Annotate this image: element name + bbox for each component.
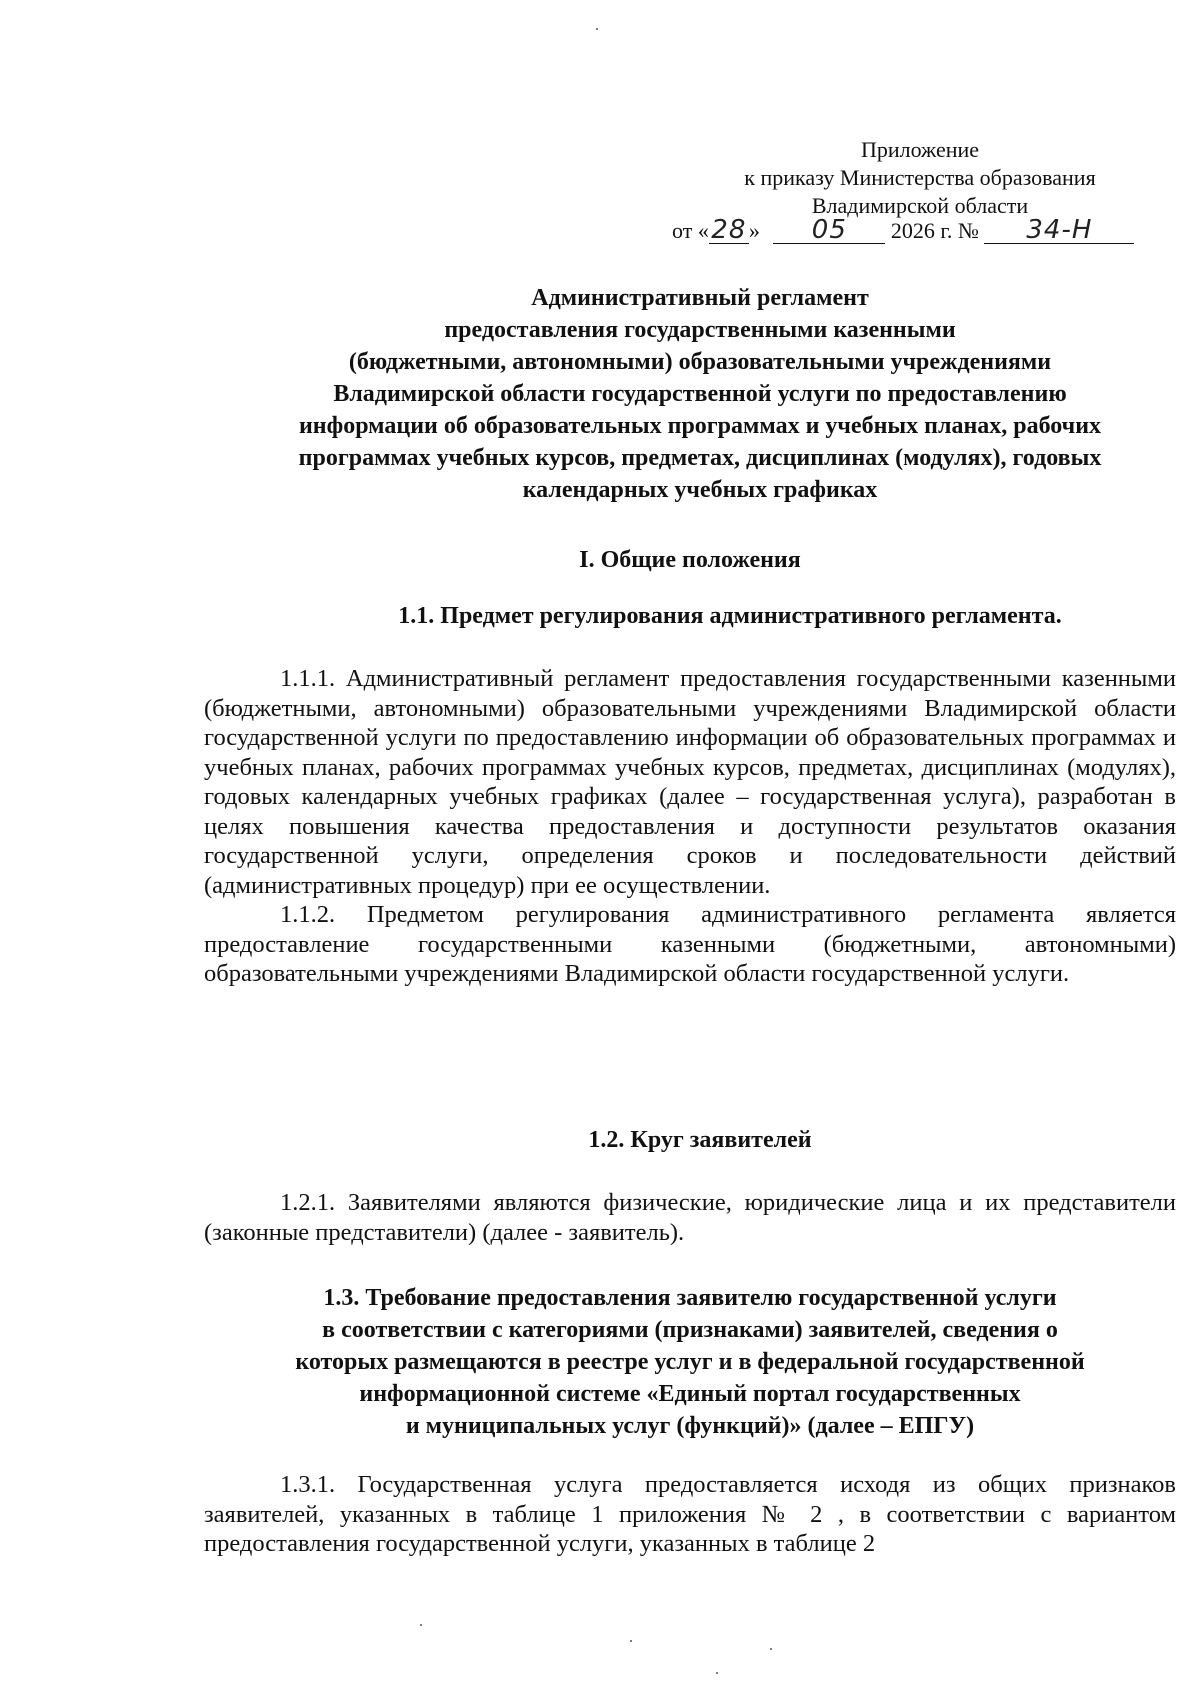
region-name: Владимирской области xyxy=(811,193,1029,218)
month-handwritten: 05 xyxy=(811,215,847,245)
heading-line: информационной системе «Единый портал государственных xyxy=(359,1381,1021,1407)
date-prefix: от « xyxy=(672,218,709,243)
document-title xyxy=(210,282,1190,506)
number-field xyxy=(984,215,1134,245)
scan-speck xyxy=(770,1648,772,1650)
section-heading: I. Общие положения xyxy=(579,547,801,573)
title-line: Административный регламент xyxy=(531,285,869,311)
title-line: Владимирской области государственной услуги по предоставлению xyxy=(333,381,1067,407)
paragraphs-1-1 xyxy=(204,664,1176,989)
scan-speck xyxy=(630,1640,632,1642)
day-field xyxy=(709,215,749,245)
order-reference: к приказу Министерства образования xyxy=(744,165,1096,190)
paragraph-1-1-1: 1.1.1. Административный регламент предоставления государственными казенными (бюджетными, автономными) образовательными учреждениями Владимирской области государственной услуги по предоставлению информации об образовательных программах и учебных планах, рабочих программах учебных курсов, предметах, дисциплинах (модулях), годовых календарных учебных графиках (далее – государственная услуга), разработан в целях повышения качества предоставления и доступности результатов оказания государственной услуги, определения сроков и последовательности действий (административных процедур) при ее осуществлении. xyxy=(204,665,1176,899)
scan-speck xyxy=(596,28,598,30)
title-line: предоставления государственными казенными xyxy=(444,317,956,343)
appendix-label: Приложение xyxy=(860,137,980,162)
paragraph-1-2-1: 1.2.1. Заявителями являются физические, юридические лица и их представители (законные представители) (далее - заявитель). xyxy=(204,1189,1176,1246)
title-line: календарных учебных графиках xyxy=(522,477,878,503)
paragraphs-1-2 xyxy=(204,1188,1176,1247)
subsection-heading-1-3 xyxy=(200,1282,1180,1442)
heading-line: и муниципальных услуг (функций)» (далее – ЕПГУ) xyxy=(405,1413,975,1439)
paragraph-1-3-1: 1.3.1. Государственная услуга предоставляется исходя из общих признаков заявителей, указанных в таблице 1 приложения № 2 , в соответствии с вариантом предоставления государственной услуги, указанных в таблице 2 xyxy=(204,1471,1176,1557)
heading-line: 1.3. Требование предоставления заявителю государственной услуги xyxy=(323,1285,1057,1311)
paragraphs-1-3 xyxy=(204,1470,1176,1559)
scan-speck xyxy=(716,1672,718,1674)
subsection-heading: 1.1. Предмет регулирования административного регламента. xyxy=(398,603,1062,629)
title-line: программах учебных курсов, предметах, дисциплинах (модулях), годовых xyxy=(298,445,1102,471)
month-field xyxy=(773,215,885,245)
title-line: (бюджетными, автономными) образовательными учреждениями xyxy=(348,349,1052,375)
year-number-label: 2026 г. № xyxy=(890,218,979,243)
appendix-header xyxy=(700,136,1140,220)
day-handwritten: 28 xyxy=(711,215,747,245)
date-quote: » xyxy=(748,218,760,243)
scan-speck xyxy=(420,1624,422,1626)
heading-line: в соответствии с категориями (признаками) заявителей, сведения о xyxy=(322,1317,1058,1343)
order-date-line xyxy=(672,216,1172,246)
subsection-heading: 1.2. Круг заявителей xyxy=(588,1127,812,1153)
paragraph-1-1-2: 1.1.2. Предметом регулирования административного регламента является предоставление государственными казенными (бюджетными, автономными) образовательными учреждениями Владимирской области государственной услуги. xyxy=(204,901,1176,987)
order-number-handwritten: 34-Н xyxy=(1026,215,1093,245)
heading-line: которых размещаются в реестре услуг и в федеральной государственной xyxy=(295,1349,1085,1375)
title-line: информации об образовательных программах и учебных планах, рабочих xyxy=(298,413,1102,439)
